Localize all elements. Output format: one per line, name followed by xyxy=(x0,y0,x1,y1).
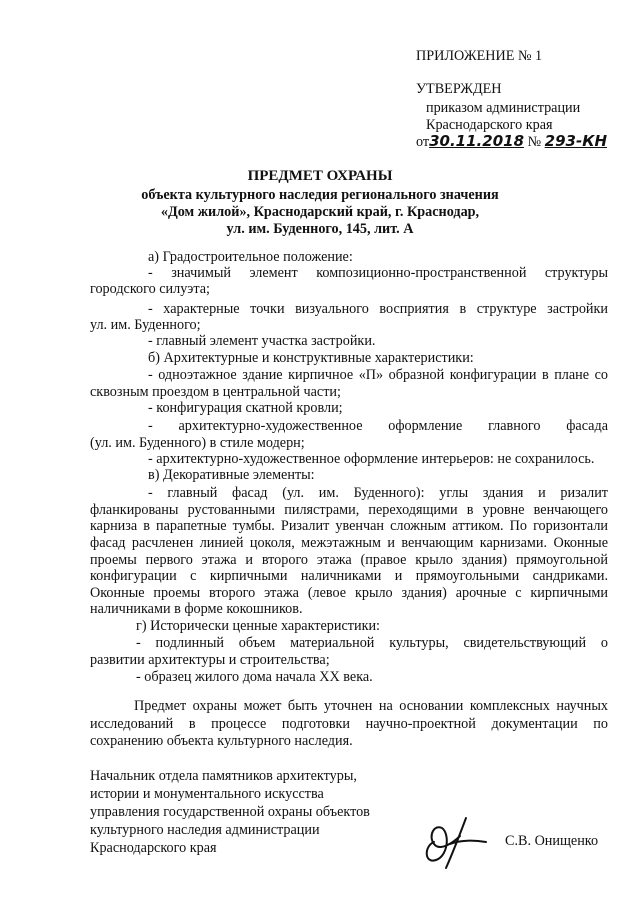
section-a-heading: а) Градостроительное положение: xyxy=(148,249,353,265)
section-b-heading: б) Архитектурные и конструктивные характеристики: xyxy=(148,350,474,366)
signatory-line: Краснодарского края xyxy=(90,840,217,856)
number-prefix: № xyxy=(527,134,542,150)
handwritten-signature xyxy=(420,812,490,870)
order-line-2: Краснодарского края xyxy=(426,117,553,133)
paragraph-line: (ул. им. Буденного) в стиле модерн; xyxy=(90,435,305,451)
paragraph-line: - конфигурация скатной кровли; xyxy=(148,400,343,416)
paragraph-line: фасад расчленен линией цоколя, межэтажным и венчающим карнизами. Оконные xyxy=(90,535,608,551)
paragraph-line: сохранению объекта культурного наследия. xyxy=(90,733,353,749)
paragraph-line: проемы первого этажа и второго этажа (правое крыло здания) прямоугольной xyxy=(90,552,608,568)
paragraph-line: - образец жилого дома начала XX века. xyxy=(136,669,373,685)
signatory-line: управления государственной охраны объектов xyxy=(90,804,370,820)
paragraph-line: конфигурации с кирпичными наличниками и прямоугольными сандриками. xyxy=(90,568,608,584)
approved-label: УТВЕРЖДЕН xyxy=(416,81,502,97)
paragraph-line: - подлинный объем материальной культуры, свидетельствующий о xyxy=(136,635,608,651)
section-g-heading: г) Исторически ценные характеристики: xyxy=(136,618,380,634)
paragraph-line: сквозным проездом в центральной части; xyxy=(90,384,341,400)
doc-subtitle-3: ул. им. Буденного, 145, лит. А xyxy=(226,221,414,237)
paragraph-line: наличниками в форме кокошников. xyxy=(90,601,303,617)
signatory-line: истории и монументального искусства xyxy=(90,786,324,802)
paragraph-line: - характерные точки визуального восприятия в структуре застройки xyxy=(148,301,608,317)
paragraph-line: городского силуэта; xyxy=(90,281,210,297)
paragraph-line: Оконные проемы второго этажа (левое крыло здания) арочные с кирпичными xyxy=(90,585,608,601)
paragraph-line: ул. им. Буденного; xyxy=(90,317,201,333)
handwritten-date: 30.11.2018 xyxy=(429,132,525,150)
order-date-line xyxy=(416,132,607,151)
paragraph-line: - главный элемент участка застройки. xyxy=(148,333,376,349)
date-prefix: от xyxy=(416,134,430,150)
signatory-line: Начальник отдела памятников архитектуры, xyxy=(90,768,357,784)
paragraph-line: Предмет охраны может быть уточнен на основании комплексных научных xyxy=(134,698,608,714)
paragraph-line: фланкированы рустованными пилястрами, переходящими в уровне венчающего xyxy=(90,502,608,518)
paragraph-line: развитии архитектуры и строительства; xyxy=(90,652,330,668)
doc-title: ПРЕДМЕТ ОХРАНЫ xyxy=(247,168,393,184)
paragraph-line: - значимый элемент композиционно-пространственной структуры xyxy=(148,265,608,281)
handwritten-number: 293-КН xyxy=(544,132,608,150)
doc-subtitle-1: объекта культурного наследия регионального значения xyxy=(141,187,499,203)
paragraph-line: - одноэтажное здание кирпичное «П» образной конфигурации в плане со xyxy=(148,367,608,383)
paragraph-line: - архитектурно-художественное оформление интерьеров: не сохранилось. xyxy=(148,451,595,467)
paragraph-line: - главный фасад (ул. им. Буденного): углы здания и ризалит xyxy=(148,485,608,501)
paragraph-line: исследований в процессе подготовки научно-проектной документации по xyxy=(90,716,608,732)
order-line-1: приказом администрации xyxy=(426,100,581,116)
signatory-name: С.В. Онищенко xyxy=(505,833,599,849)
doc-subtitle-2: «Дом жилой», Краснодарский край, г. Краснодар, xyxy=(160,204,480,220)
appendix-label: ПРИЛОЖЕНИЕ № 1 xyxy=(416,48,543,64)
section-v-heading: в) Декоративные элементы: xyxy=(148,467,315,483)
paragraph-line: карниза в парапетные тумбы. Ризалит увенчан сложным аттиком. По горизонтали xyxy=(90,518,608,534)
signatory-line: культурного наследия администрации xyxy=(90,822,320,838)
paragraph-line: - архитектурно-художественное оформление главного фасада xyxy=(148,418,608,434)
signatory-title xyxy=(90,767,370,857)
